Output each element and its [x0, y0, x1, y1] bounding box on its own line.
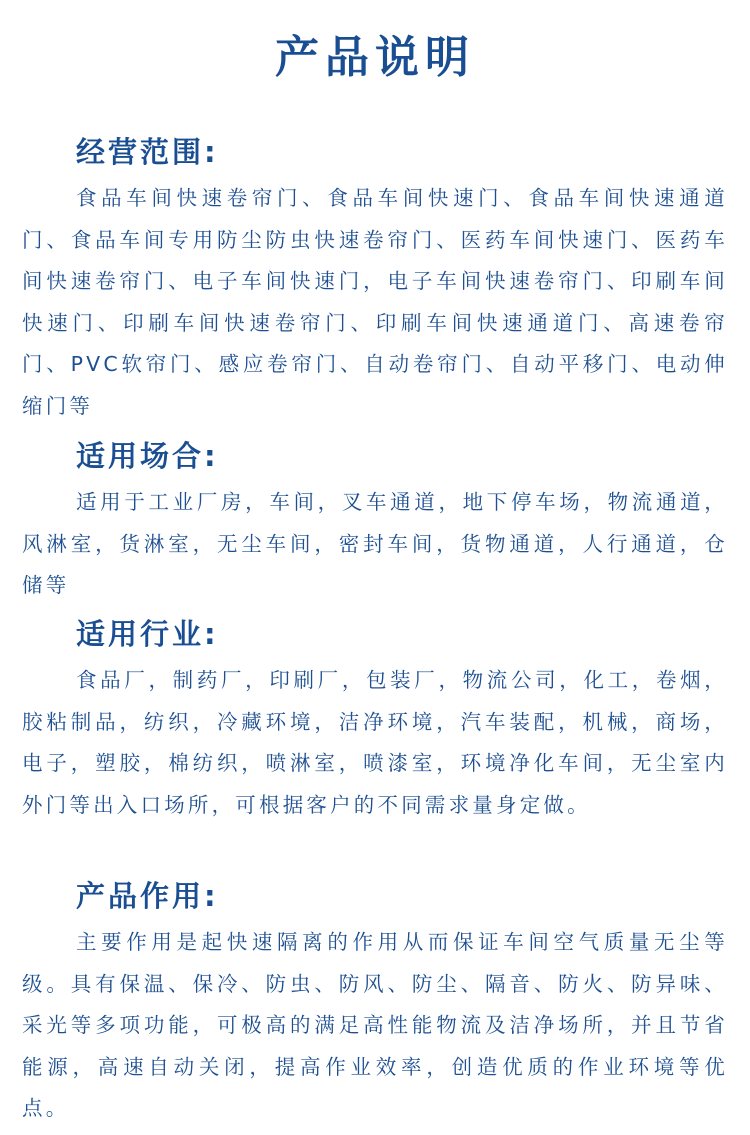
- section-applicable-places: [22, 436, 728, 607]
- section-heading: 适用场合:: [76, 439, 219, 473]
- section-product-function: [22, 876, 728, 1130]
- section-body: 主要作用是起快速隔离的作用从而保证车间空气质量无尘等级。具有保温、保冷、防虫、防风、防尘、隔音、防火、防异味、采光等多项功能，可极高的满足高性能物流及洁净场所，并且节省能源，高速自动关闭，提高作业效率，创造优质的作业环境等优点。: [22, 930, 728, 1120]
- page-title: 产品说明: [275, 32, 475, 83]
- section-heading: 产品作用:: [76, 879, 219, 913]
- section-body: 食品厂，制药厂，印刷厂，包装厂，物流公司，化工，卷烟，胶粘制品，纺织，冷藏环境，洁净环境，汽车装配，机械，商场，电子，塑胶，棉纺织，喷淋室，喷漆室，环境净化车间，无尘室内外门等出入口场所，可根据客户的不同需求量身定做。: [22, 668, 728, 817]
- section-body: 适用于工业厂房，车间，叉车通道，地下停车场，物流通道，风淋室，货淋室，无尘车间，密封车间，货物通道，人行通道，仓储等: [22, 490, 728, 597]
- section-applicable-industries: [22, 614, 728, 826]
- section-business-scope: [22, 132, 728, 427]
- section-heading: 适用行业:: [76, 617, 219, 651]
- section-body: 食品车间快速卷帘门、食品车间快速门、食品车间快速通道门、食品车间专用防尘防虫快速卷帘门、医药车间快速门、医药车间快速卷帘门、电子车间快速门，电子车间快速卷帘门、印刷车间快速门、印刷车间快速卷帘门、印刷车间快速通道门、高速卷帘门、PVC软帘门、感应卷帘门、自动卷帘门、自动平移门、电动伸缩门等: [22, 186, 728, 418]
- section-heading: 经营范围:: [76, 135, 219, 169]
